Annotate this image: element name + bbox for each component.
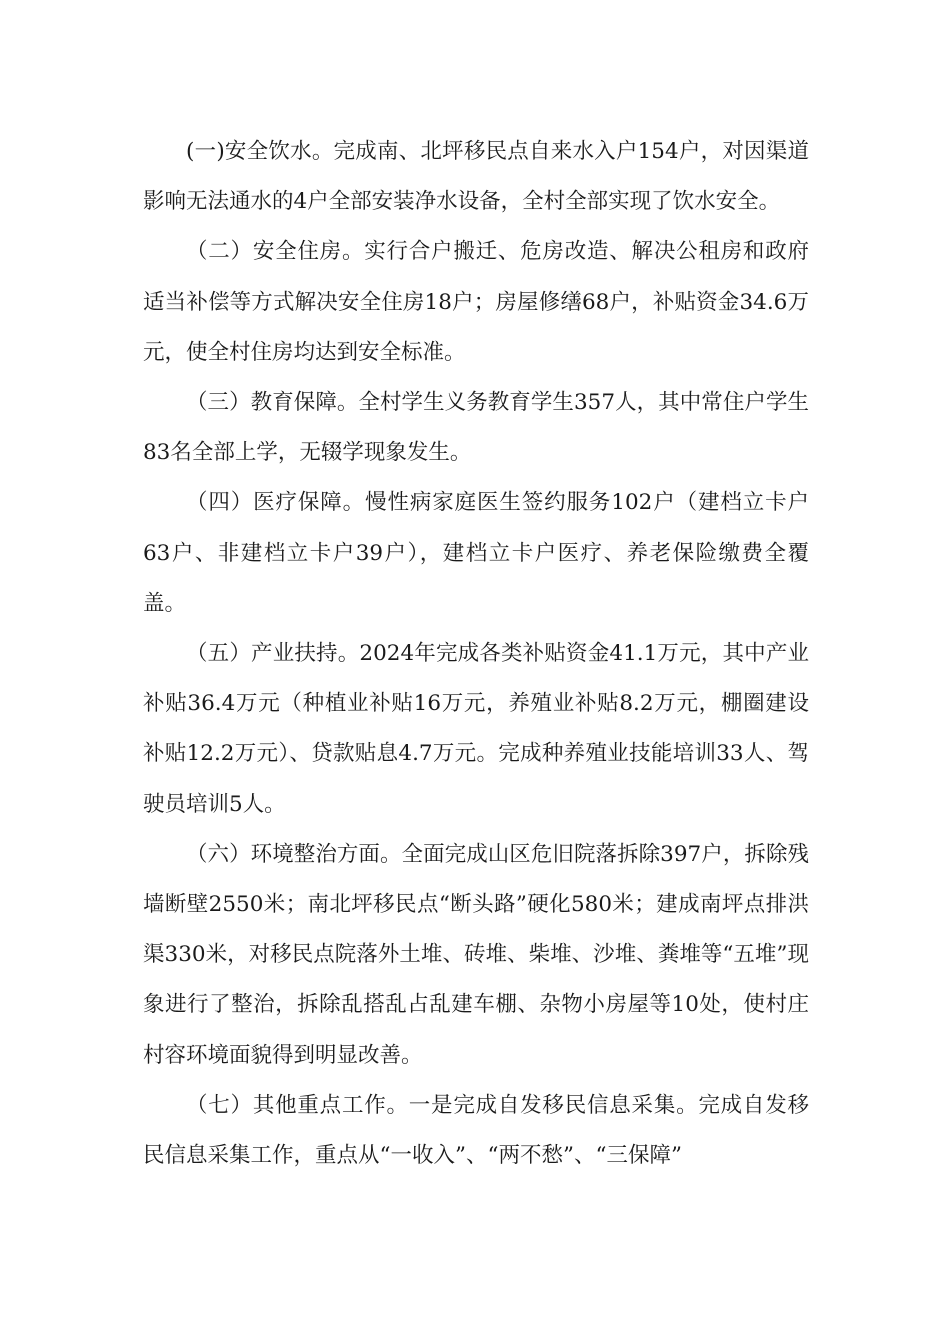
- paragraph-medical-guarantee: （四）医疗保障。慢性病家庭医生签约服务102户（建档立卡户63户、非建档立卡户39户），建档立卡户医疗、养老保险缴费全覆盖。: [143, 490, 809, 616]
- document-body: [143, 127, 809, 1181]
- paragraph-safe-housing: （二）安全住房。实行合户搬迁、危房改造、解决公租房和政府适当补偿等方式解决安全住房18户；房屋修缮68户，补贴资金34.6万元，使全村住房均达到安全标准。: [143, 239, 809, 365]
- paragraph-other-key-work: （七）其他重点工作。一是完成自发移民信息采集。完成自发移民信息采集工作，重点从“一收入”、“两不愁”、“三保障”: [143, 1092, 809, 1169]
- paragraph-education-guarantee: （三）教育保障。全村学生义务教育学生357人，其中常住户学生83名全部上学，无辍学现象发生。: [143, 390, 809, 466]
- paragraph-safe-drinking-water: (一)安全饮水。完成南、北坪移民点自来水入户154户，对因渠道影响无法通水的4户全部安装净水设备，全村全部实现了饮水安全。: [143, 139, 809, 215]
- paragraph-environment-improvement: （六）环境整治方面。全面完成山区危旧院落拆除397户，拆除残墙断壁2550米；南北坪移民点“断头路”硬化580米；建成南坪点排洪渠330米，对移民点院落外土堆、砖堆、柴堆、沙堆、粪堆等“五堆”现象进行了整治，拆除乱搭乱占乱建车棚、杂物小房屋等10处，使村庄村容环境面貌得到明显改善。: [143, 841, 809, 1068]
- paragraph-industry-support: （五）产业扶持。2024年完成各类补贴资金41.1万元，其中产业补贴36.4万元（种植业补贴16万元，养殖业补贴8.2万元，棚圈建设补贴12.2万元）、贷款贴息4.7万元。完成种养殖业技能培训33人、驾驶员培训5人。: [143, 641, 809, 817]
